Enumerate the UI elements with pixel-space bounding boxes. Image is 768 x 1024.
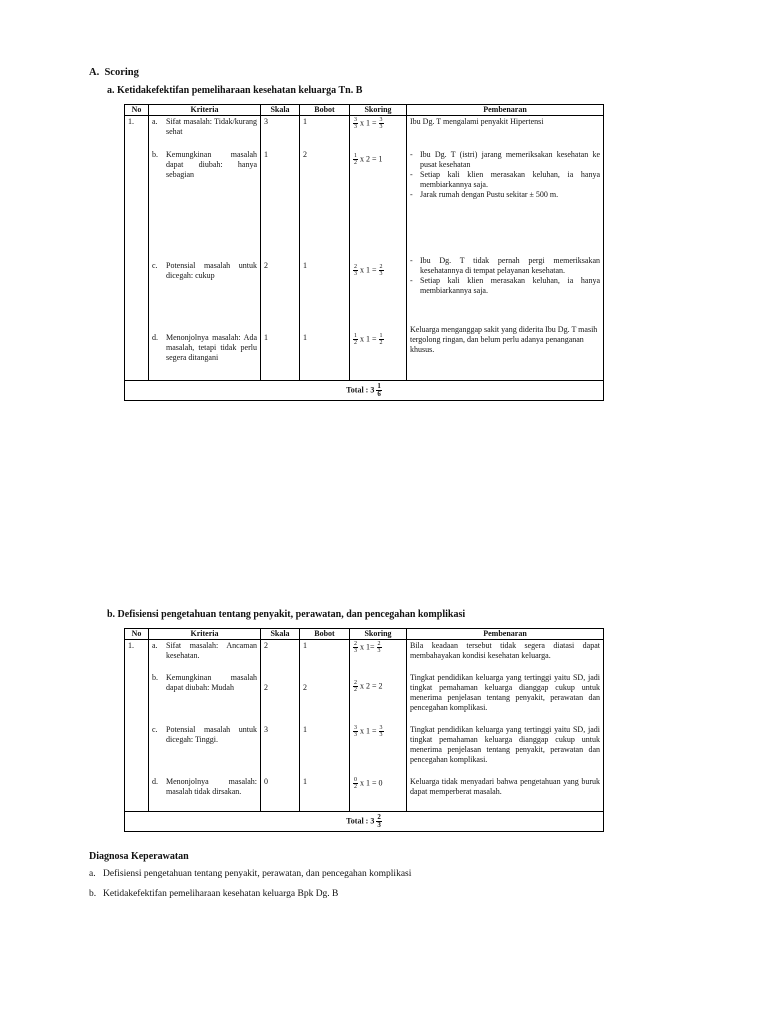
criteria-cell: d. Menonjolnya masalah: masalah tidak dirsakan. [152, 776, 257, 796]
criteria-cell: b. Kemungkinan masalah dapat diubah: Mudah [152, 672, 257, 692]
table-header-row [125, 105, 604, 116]
table-header-row [125, 629, 604, 640]
total-row [125, 812, 604, 832]
list-item: a. Defisiensi pengetahuan tentang penyakit, perawatan, dan pencegahan komplikasi [89, 869, 412, 879]
skala-cell: 1 [261, 149, 300, 255]
header-skala: Skala [261, 629, 300, 640]
list-item: - Setiap kali klien merasakan keluhan, ia hanya membiarkannya saja. [410, 170, 600, 190]
table-row [125, 724, 604, 776]
header-no: No [125, 105, 149, 116]
pembenaran-cell [407, 149, 604, 255]
table-row [125, 776, 604, 812]
skala-cell: 3 [261, 724, 300, 776]
table-row [125, 640, 604, 672]
skoring-cell: $\frac{1}{2}$ x 1 = $\frac{1}{2}$ [350, 325, 407, 381]
header-skala: Skala [261, 105, 300, 116]
table-row [125, 255, 604, 325]
header-kriteria: Kriteria [149, 629, 261, 640]
total-row [125, 381, 604, 401]
header-skoring: Skoring [350, 629, 407, 640]
list-item: - Jarak rumah dengan Pustu sekitar ± 500 m. [410, 190, 600, 200]
criteria-cell: d. Menonjolnya masalah: Ada masalah, tetapi tidak perlu segera ditangani [152, 332, 257, 362]
table-row [125, 672, 604, 724]
row-number: 1. [125, 116, 149, 149]
table-row [125, 325, 604, 381]
criteria-cell: a. Sifat masalah: Ancaman kesehatan. [152, 641, 257, 660]
bobot-cell: 1 [300, 724, 350, 776]
diagnosa-title: Diagnosa Keperawatan [89, 851, 189, 862]
table-row [125, 116, 604, 149]
criteria-cell: b. Kemungkinan masalah dapat diubah: hanya sebagian [152, 149, 257, 179]
header-pembenaran: Pembenaran [407, 105, 604, 116]
pembenaran-cell [407, 255, 604, 325]
pembenaran-cell: Tingkat pendidikan keluarga yang tertinggi yaitu SD, jadi tingkat pemahaman keluarga dianggap cukup untuk menerima penjelasan tentang penyakit, perawatan dan pencegahan komplikasi. [407, 724, 604, 776]
header-bobot: Bobot [300, 105, 350, 116]
list-item: b. Ketidakefektifan pemeliharaan kesehatan keluarga Bpk Dg. B [89, 889, 339, 899]
pembenaran-cell: Keluarga menganggap sakit yang diderita Ibu Dg. T masih tergolong ringan, dan belum perlu adanya penanganan khusus. [407, 325, 604, 381]
skoring-cell: $\frac{1}{2}$ x 2 = 1 [350, 149, 407, 255]
table-a-title: a. Ketidakefektifan pemeliharaan kesehatan keluarga Tn. B [107, 85, 363, 96]
header-bobot: Bobot [300, 629, 350, 640]
total-cell: Total : 3 $\frac{2}{3}$ [125, 812, 604, 832]
bobot-cell: 1 [300, 640, 350, 672]
scoring-table-a [124, 104, 604, 401]
section-title: Scoring [104, 67, 139, 78]
skoring-cell: $\frac{2}{3}$ x 1 = $\frac{2}{3}$ [350, 255, 407, 325]
section-heading [89, 67, 139, 78]
header-pembenaran: Pembenaran [407, 629, 604, 640]
list-item: - Ibu Dg. T (istri) jarang memeriksakan kesehatan ke pusat kesehatan [410, 150, 600, 170]
criteria-cell: a. Sifat masalah: Tidak/kurang sehat [152, 117, 257, 136]
header-kriteria: Kriteria [149, 105, 261, 116]
skala-cell: 2 [261, 672, 300, 724]
skoring-cell: $\frac{3}{3}$ x 1 = $\frac{3}{3}$ [350, 116, 407, 149]
criteria-cell: c. Potensial masalah untuk dicegah: Tinggi. [152, 724, 257, 744]
skoring-cell: $\frac{2}{2}$ x 2 = 2 [350, 672, 407, 724]
header-no: No [125, 629, 149, 640]
skala-cell: 1 [261, 325, 300, 381]
list-item: - Ibu Dg. T tidak pernah pergi memeriksakan kesehatannya di tempat pelayanan kesehatan. [410, 256, 600, 276]
list-item: - Setiap kali klien merasakan keluhan, ia hanya membiarkannya saja. [410, 276, 600, 296]
table-b-title: b. Defisiensi pengetahuan tentang penyakit, perawatan, dan pencegahan komplikasi [107, 609, 466, 620]
row-number: 1. [125, 640, 149, 672]
section-letter: A. [89, 67, 100, 78]
scoring-table-b [124, 628, 604, 832]
bobot-cell: 1 [300, 116, 350, 149]
pembenaran-cell: Bila keadaan tersebut tidak segera diatasi dapat membahayakan kondisi kesehatan keluarga. [407, 640, 604, 672]
pembenaran-cell: Ibu Dg. T mengalami penyakit Hipertensi [407, 116, 604, 149]
skala-cell: 3 [261, 116, 300, 149]
bobot-cell: 2 [300, 672, 350, 724]
skoring-cell: $\frac{0}{2}$ x 1 = 0 [350, 776, 407, 812]
skala-cell: 0 [261, 776, 300, 812]
pembenaran-cell: Keluarga tidak menyadari bahwa pengetahuan yang buruk dapat memperberat masalah. [407, 776, 604, 812]
bobot-cell: 2 [300, 149, 350, 255]
criteria-cell: c. Potensial masalah untuk dicegah: cukup [152, 260, 257, 280]
skala-cell: 2 [261, 255, 300, 325]
bobot-cell: 1 [300, 325, 350, 381]
header-skoring: Skoring [350, 105, 407, 116]
skoring-cell: $\frac{2}{3}$ x 1= $\frac{2}{3}$ [350, 640, 407, 672]
table-row [125, 149, 604, 255]
skoring-cell: $\frac{3}{3}$ x 1 = $\frac{3}{3}$ [350, 724, 407, 776]
bobot-cell: 1 [300, 776, 350, 812]
pembenaran-cell: Tingkat pendidikan keluarga yang tertinggi yaitu SD, jadi tingkat pemahaman keluarga dianggap cukup untuk menerima penjelasan tentang penyakit, perawatan dan pencegahan komplikasi. [407, 672, 604, 724]
total-cell: Total : 3 $\frac{1}{6}$ [125, 381, 604, 401]
bobot-cell: 1 [300, 255, 350, 325]
skala-cell: 2 [261, 640, 300, 672]
